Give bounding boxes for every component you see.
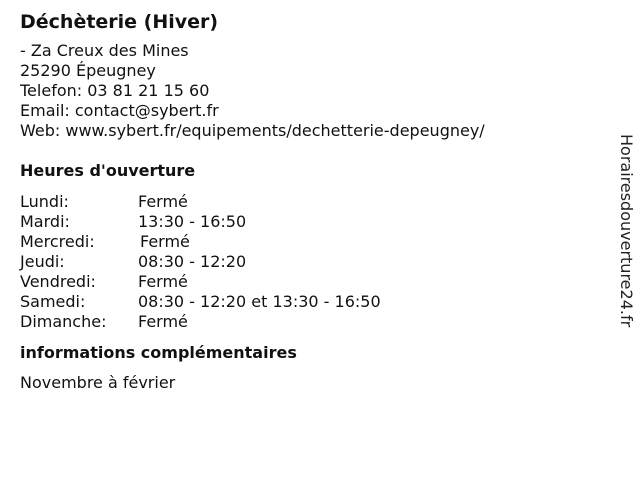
hours-row — [20, 292, 485, 312]
hours-time: Fermé — [138, 272, 188, 291]
hours-row — [20, 192, 485, 212]
address-block — [20, 41, 485, 141]
hours-time: Fermé — [138, 312, 188, 331]
address-city: 25290 Épeugney — [20, 61, 156, 80]
address-street: - Za Creux des Mines — [20, 41, 189, 60]
hours-time: 13:30 - 16:50 — [138, 212, 247, 231]
hours-row — [20, 312, 485, 332]
hours-day: Lundi: — [20, 192, 69, 211]
hours-heading: Heures d'ouverture — [20, 161, 196, 180]
hours-time: Fermé — [138, 192, 188, 211]
hours-row — [20, 232, 485, 252]
hours-time: 08:30 - 12:20 et 13:30 - 16:50 — [138, 292, 381, 311]
listing-card — [20, 10, 485, 393]
email-line: Email: contact@sybert.fr — [20, 101, 219, 120]
page-title: Déchèterie (Hiver) — [20, 11, 219, 33]
info-text: Novembre à février — [20, 373, 176, 392]
hours-day: Mardi: — [20, 212, 70, 231]
hours-table — [20, 192, 485, 332]
phone-line: Telefon: 03 81 21 15 60 — [20, 81, 210, 100]
hours-day: Dimanche: — [20, 312, 107, 331]
hours-day: Mercredi: — [20, 232, 95, 251]
hours-time: Fermé — [140, 232, 190, 251]
hours-row — [20, 252, 485, 272]
site-watermark: Horairesdouverture24.fr — [617, 134, 636, 328]
hours-row — [20, 272, 485, 292]
hours-row — [20, 212, 485, 232]
hours-day: Vendredi: — [20, 272, 96, 291]
hours-time: 08:30 - 12:20 — [138, 252, 247, 271]
hours-day: Jeudi: — [20, 252, 65, 271]
web-line: Web: www.sybert.fr/equipements/dechetterie-depeugney/ — [20, 121, 485, 140]
info-heading: informations complémentaires — [20, 343, 297, 362]
hours-day: Samedi: — [20, 292, 86, 311]
